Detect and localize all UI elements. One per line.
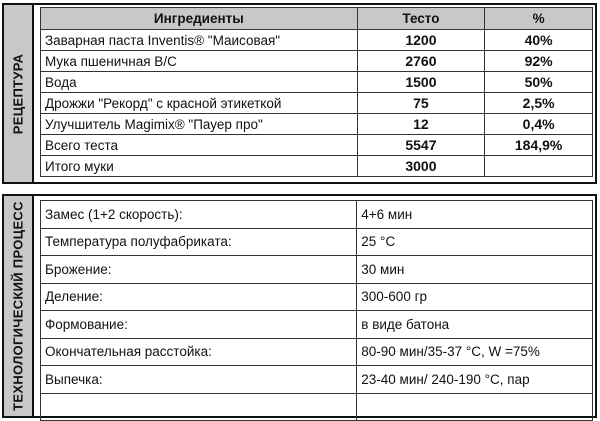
table-row — [41, 201, 593, 229]
total-flour-row — [41, 156, 593, 177]
table-row — [41, 72, 593, 93]
header-dough: Тесто — [357, 8, 485, 30]
total-flour-amount: 3000 — [357, 156, 485, 177]
ingredient-name: Вода — [41, 72, 358, 93]
ingredient-amount: 1500 — [357, 72, 485, 93]
process-value: 25 °С — [357, 228, 593, 256]
recipe-header-row — [41, 8, 593, 30]
recipe-block — [2, 3, 597, 184]
table-row — [41, 311, 593, 339]
process-step: Окончательная расстойка: — [41, 338, 357, 366]
table-row — [41, 114, 593, 135]
table-row — [41, 256, 593, 284]
process-value: 30 мин — [357, 256, 593, 284]
table-row — [41, 283, 593, 311]
ingredient-amount: 12 — [357, 114, 485, 135]
process-step: Выпечка: — [41, 366, 357, 394]
table-row — [41, 30, 593, 51]
process-step — [41, 393, 357, 421]
process-value: 300-600 гр — [357, 283, 593, 311]
process-table — [40, 200, 593, 421]
process-step: Замес (1+2 скорость): — [41, 201, 357, 229]
ingredient-percent: 92% — [485, 51, 593, 72]
ingredient-percent: 40% — [485, 30, 593, 51]
total-dough-row — [41, 135, 593, 156]
total-flour-percent — [485, 156, 593, 177]
process-side-label-text: ТЕХНОЛОГИЧЕСКИЙ ПРОЦЕСС — [10, 201, 26, 411]
process-value — [357, 393, 593, 421]
process-step: Формование: — [41, 311, 357, 339]
process-step: Брожение: — [41, 256, 357, 284]
ingredient-amount: 2760 — [357, 51, 485, 72]
process-block — [2, 194, 597, 418]
header-ingredients: Ингредиенты — [41, 8, 358, 30]
table-row — [41, 51, 593, 72]
recipe-table — [40, 7, 593, 177]
total-flour-label: Итого муки — [41, 156, 358, 177]
ingredient-name: Дрожжи "Рекорд" с красной этикеткой — [41, 93, 358, 114]
total-dough-percent: 184,9% — [485, 135, 593, 156]
ingredient-percent: 0,4% — [485, 114, 593, 135]
process-value: 4+6 мин — [357, 201, 593, 229]
recipe-side-label-text: РЕЦЕПТУРА — [10, 53, 26, 134]
process-side-label — [4, 196, 34, 416]
ingredient-name: Улучшитель Magimix® "Пауер про" — [41, 114, 358, 135]
header-percent: % — [485, 8, 593, 30]
process-value: 80-90 мин/35-37 °С, W =75% — [357, 338, 593, 366]
ingredient-percent: 50% — [485, 72, 593, 93]
table-row — [41, 338, 593, 366]
process-value: в виде батона — [357, 311, 593, 339]
process-step: Деление: — [41, 283, 357, 311]
table-row — [41, 93, 593, 114]
ingredient-amount: 1200 — [357, 30, 485, 51]
total-dough-label: Всего теста — [41, 135, 358, 156]
table-row — [41, 393, 593, 421]
process-value: 23-40 мин/ 240-190 °С, пар — [357, 366, 593, 394]
ingredient-percent: 2,5% — [485, 93, 593, 114]
table-row — [41, 228, 593, 256]
ingredient-name: Мука пшеничная В/С — [41, 51, 358, 72]
total-dough-amount: 5547 — [357, 135, 485, 156]
process-step: Температура полуфабриката: — [41, 228, 357, 256]
ingredient-amount: 75 — [357, 93, 485, 114]
recipe-side-label — [4, 5, 34, 182]
table-row — [41, 366, 593, 394]
ingredient-name: Заварная паста Inventis® "Маисовая" — [41, 30, 358, 51]
